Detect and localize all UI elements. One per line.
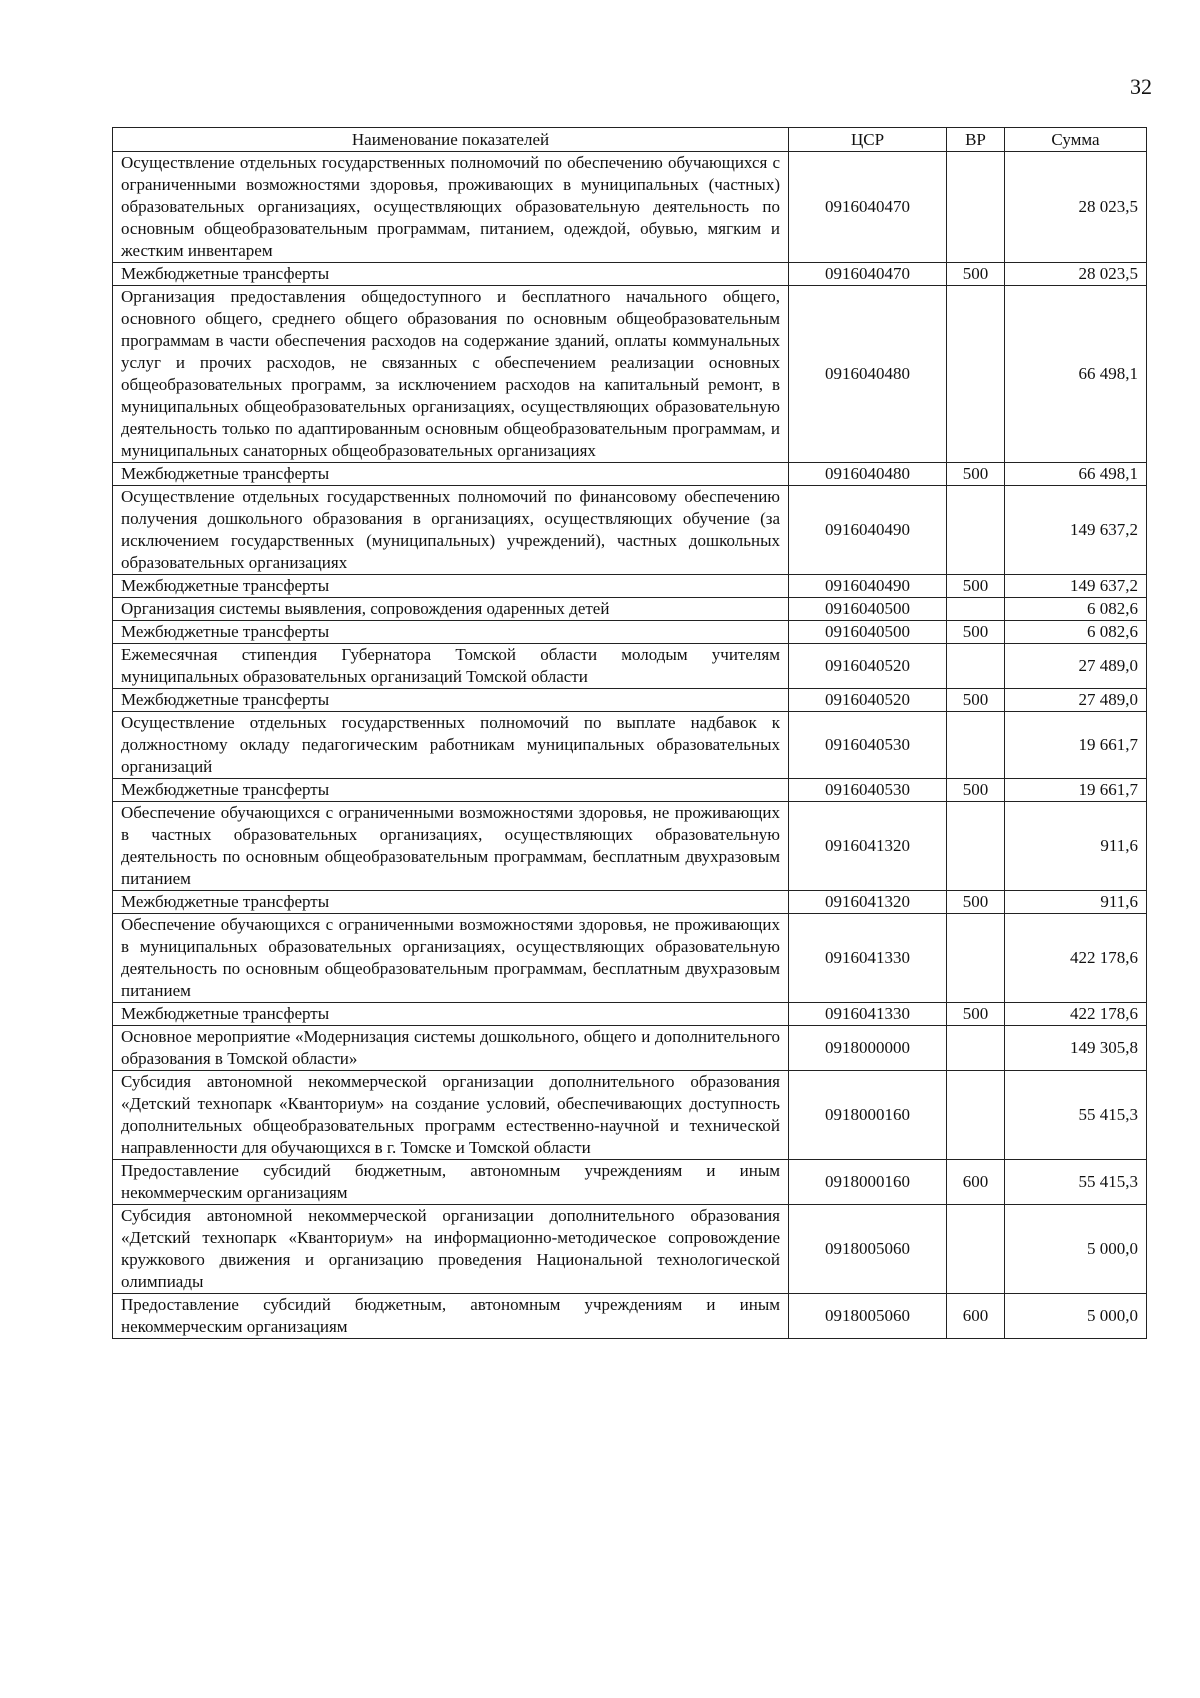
row-name: Межбюджетные трансферты [113, 263, 789, 286]
row-csr: 0916040500 [789, 598, 947, 621]
table-row [113, 689, 1147, 712]
table-row [113, 914, 1147, 1003]
row-csr: 0916040490 [789, 486, 947, 575]
row-name: Основное мероприятие «Модернизация системы дошкольного, общего и дополнительного образования в Томской области» [113, 1026, 789, 1071]
row-vr: 500 [947, 575, 1005, 598]
row-sum: 19 661,7 [1005, 779, 1147, 802]
table-row [113, 263, 1147, 286]
row-vr: 500 [947, 263, 1005, 286]
table-row [113, 1205, 1147, 1294]
row-csr: 0916040490 [789, 575, 947, 598]
row-sum: 149 637,2 [1005, 575, 1147, 598]
row-sum: 6 082,6 [1005, 598, 1147, 621]
row-vr: 600 [947, 1160, 1005, 1205]
table-row [113, 486, 1147, 575]
row-sum: 66 498,1 [1005, 286, 1147, 463]
table-row [113, 644, 1147, 689]
row-sum: 422 178,6 [1005, 1003, 1147, 1026]
row-name: Обеспечение обучающихся с ограниченными возможностями здоровья, не проживающих в частных образовательных организациях, осуществляющих образовательную деятельность по основным общеобразовательным программам, бесплатным двухразовым питанием [113, 802, 789, 891]
row-name: Осуществление отдельных государственных полномочий по обеспечению обучающихся с ограниченными возможностями здоровья, проживающих в муниципальных (частных) образовательных организациях, осуществляющих образовательную деятельность по основным общеобразовательным программам, питанием, одеждой, обувью, мягким и жестким инвентарем [113, 152, 789, 263]
row-name: Межбюджетные трансферты [113, 621, 789, 644]
header-sum: Сумма [1005, 128, 1147, 152]
table-row [113, 1026, 1147, 1071]
row-vr: 500 [947, 1003, 1005, 1026]
row-vr [947, 712, 1005, 779]
row-vr [947, 286, 1005, 463]
row-name: Предоставление субсидий бюджетным, автономным учреждениям и иным некоммерческим организациям [113, 1160, 789, 1205]
row-sum: 911,6 [1005, 802, 1147, 891]
table-row [113, 1003, 1147, 1026]
table-row [113, 286, 1147, 463]
row-sum: 55 415,3 [1005, 1071, 1147, 1160]
row-vr [947, 914, 1005, 1003]
row-csr: 0916041330 [789, 1003, 947, 1026]
row-csr: 0916040480 [789, 286, 947, 463]
row-sum: 27 489,0 [1005, 689, 1147, 712]
row-sum: 5 000,0 [1005, 1205, 1147, 1294]
row-sum: 422 178,6 [1005, 914, 1147, 1003]
table-row [113, 152, 1147, 263]
table-row [113, 712, 1147, 779]
row-csr: 0916040530 [789, 712, 947, 779]
row-name: Межбюджетные трансферты [113, 1003, 789, 1026]
header-csr: ЦСР [789, 128, 947, 152]
row-vr [947, 1071, 1005, 1160]
row-name: Субсидия автономной некоммерческой организации дополнительного образования «Детский технопарк «Кванториум» на информационно-методическое сопровождение кружкового движения и организацию проведения Национальной технологической олимпиады [113, 1205, 789, 1294]
row-csr: 0918005060 [789, 1294, 947, 1339]
row-name: Осуществление отдельных государственных полномочий по выплате надбавок к должностному окладу педагогическим работникам муниципальных образовательных организаций [113, 712, 789, 779]
table-row [113, 463, 1147, 486]
table-row [113, 1071, 1147, 1160]
row-csr: 0916041330 [789, 914, 947, 1003]
row-name: Межбюджетные трансферты [113, 891, 789, 914]
row-sum: 149 305,8 [1005, 1026, 1147, 1071]
row-csr: 0916041320 [789, 891, 947, 914]
row-csr: 0916040500 [789, 621, 947, 644]
row-vr [947, 802, 1005, 891]
row-csr: 0918000160 [789, 1071, 947, 1160]
header-name: Наименование показателей [113, 128, 789, 152]
row-name: Осуществление отдельных государственных полномочий по финансовому обеспечению получения дошкольного образования в организациях, осуществляющих обучение (за исключением государственных (муниципальных) учреждений), частных дошкольных образовательных организациях [113, 486, 789, 575]
table-row [113, 779, 1147, 802]
row-name: Субсидия автономной некоммерческой организации дополнительного образования «Детский технопарк «Кванториум» на создание условий, обеспечивающих доступность дополнительных общеобразовательных программ естественно-научной и технической направленности для обучающихся в г. Томске и Томской области [113, 1071, 789, 1160]
row-sum: 28 023,5 [1005, 263, 1147, 286]
row-vr [947, 644, 1005, 689]
row-name: Предоставление субсидий бюджетным, автономным учреждениям и иным некоммерческим организациям [113, 1294, 789, 1339]
row-name: Обеспечение обучающихся с ограниченными возможностями здоровья, не проживающих в муниципальных образовательных организациях, осуществляющих образовательную деятельность по основным общеобразовательным программам, бесплатным двухразовым питанием [113, 914, 789, 1003]
row-name: Ежемесячная стипендия Губернатора Томской области молодым учителям муниципальных образовательных организаций Томской области [113, 644, 789, 689]
row-sum: 19 661,7 [1005, 712, 1147, 779]
row-csr: 0916041320 [789, 802, 947, 891]
row-csr: 0918005060 [789, 1205, 947, 1294]
row-csr: 0916040480 [789, 463, 947, 486]
table-row [113, 891, 1147, 914]
row-vr [947, 486, 1005, 575]
row-name: Организация системы выявления, сопровождения одаренных детей [113, 598, 789, 621]
row-csr: 0916040470 [789, 152, 947, 263]
table-row [113, 575, 1147, 598]
row-sum: 66 498,1 [1005, 463, 1147, 486]
row-csr: 0916040530 [789, 779, 947, 802]
row-vr: 500 [947, 779, 1005, 802]
row-csr: 0918000000 [789, 1026, 947, 1071]
row-name: Межбюджетные трансферты [113, 689, 789, 712]
row-sum: 149 637,2 [1005, 486, 1147, 575]
row-vr [947, 152, 1005, 263]
row-name: Межбюджетные трансферты [113, 463, 789, 486]
table-header-row [113, 128, 1147, 152]
row-csr: 0918000160 [789, 1160, 947, 1205]
row-sum: 28 023,5 [1005, 152, 1147, 263]
table-row [113, 598, 1147, 621]
row-sum: 911,6 [1005, 891, 1147, 914]
row-sum: 5 000,0 [1005, 1294, 1147, 1339]
row-vr [947, 1026, 1005, 1071]
header-vr: ВР [947, 128, 1005, 152]
table-row [113, 1294, 1147, 1339]
budget-table [112, 127, 1147, 1339]
row-vr: 500 [947, 621, 1005, 644]
row-sum: 55 415,3 [1005, 1160, 1147, 1205]
row-vr: 500 [947, 689, 1005, 712]
row-vr: 600 [947, 1294, 1005, 1339]
row-name: Межбюджетные трансферты [113, 779, 789, 802]
row-sum: 6 082,6 [1005, 621, 1147, 644]
row-vr [947, 598, 1005, 621]
row-csr: 0916040520 [789, 644, 947, 689]
table-row [113, 1160, 1147, 1205]
row-csr: 0916040470 [789, 263, 947, 286]
table-row [113, 621, 1147, 644]
row-vr [947, 1205, 1005, 1294]
page-number: 32 [1130, 74, 1152, 99]
row-csr: 0916040520 [789, 689, 947, 712]
row-vr: 500 [947, 463, 1005, 486]
table-row [113, 802, 1147, 891]
row-name: Межбюджетные трансферты [113, 575, 789, 598]
row-vr: 500 [947, 891, 1005, 914]
row-sum: 27 489,0 [1005, 644, 1147, 689]
row-name: Организация предоставления общедоступного и бесплатного начального общего, основного общего, среднего общего образования по основным общеобразовательным программам в части обеспечения расходов на содержание зданий, оплаты коммунальных услуг и прочих расходов, не связанных с обеспечением реализации основных общеобразовательных программ, за исключением расходов на капитальный ремонт, в муниципальных общеобразовательных организациях, осуществляющих образовательную деятельность только по адаптированным основным общеобразовательным программам, и муниципальных санаторных общеобразовательных организациях [113, 286, 789, 463]
